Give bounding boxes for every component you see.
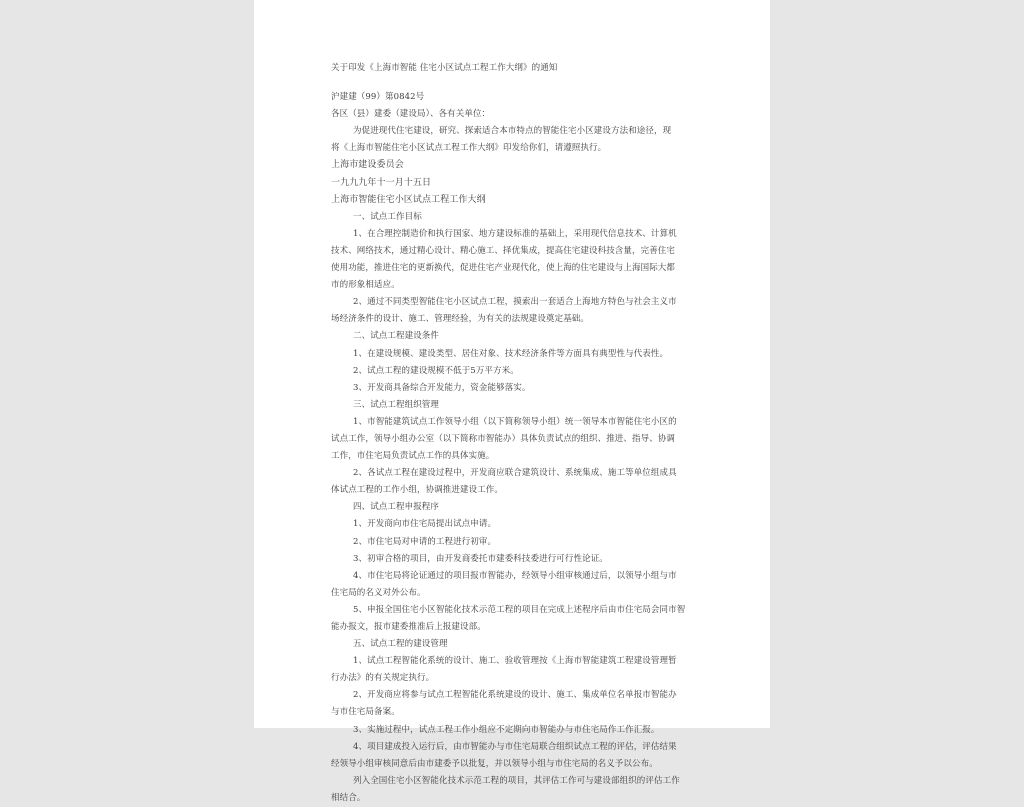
section-heading: 二、试点工程建设条件 — [353, 331, 440, 342]
text-line: 住宅局的名义对外公布。 — [331, 587, 426, 598]
text-line: 1、市智能建筑试点工作领导小组（以下简称领导小组）统一领导本市智能住宅小区的 — [353, 416, 677, 427]
text-line: 经领导小组审核同意后由市建委予以批复，并以领导小组与市住宅局的名义予以公布。 — [331, 758, 658, 769]
text-line: 工作，市住宅局负责试点工作的具体实施。 — [331, 451, 495, 462]
section-heading: 四、试点工程申报程序 — [353, 502, 440, 513]
text-line: 能办报文，报市建委推准后上报建设部。 — [331, 622, 486, 632]
document-title: 关于印发《上海市智能 住宅小区试点工程工作大纲》的通知 — [331, 63, 558, 73]
text-line: 使用功能，推进住宅的更新换代，促进住宅产业现代化，使上海的住宅建设与上海国际大都 — [331, 263, 676, 274]
text-line: 试点工作，领导小组办公室（以下简称市智能办）具体负责试点的组织、推进、指导、协调 — [331, 433, 676, 444]
text-line: 5、申报全国住宅小区智能化技术示范工程的项目在完成上述程序后由市住宅局会同市智 — [353, 604, 686, 615]
text-line: 2、试点工程的建设规模不低于5万平方米。 — [353, 365, 519, 376]
text-line: 列入全国住宅小区智能化技术示范工程的项目，其评估工作可与建设部组织的评估工作 — [353, 775, 680, 786]
text-line: 3、开发商具备综合开发能力，资金能够落实。 — [353, 382, 531, 393]
intro-line: 为促进现代住宅建设，研究、探索适合本市特点的智能住宅小区建设方法和途径，现 — [353, 126, 672, 137]
intro-line: 将《上海市智能住宅小区试点工程工作大纲》印发给你们，请遵照执行。 — [331, 143, 607, 154]
addressee: 各区（县）建委（建设局）、各有关单位： — [331, 109, 491, 120]
text-line: 1、开发商向市住宅局提出试点申请。 — [353, 519, 497, 530]
document-body — [331, 60, 703, 807]
text-line: 2、通过不同类型智能住宅小区试点工程，摸索出一套适合上海地方特色与社会主义市 — [353, 297, 677, 308]
text-line: 3、初审合格的项目，由开发商委托市建委科技委进行可行性论证。 — [353, 553, 608, 564]
text-line: 场经济条件的设计、施工、管理经验，为有关的法规建设奠定基础。 — [331, 314, 590, 325]
text-line: 行办法》的有关规定执行。 — [331, 673, 435, 684]
text-line: 1、在合理控制造价和执行国家、地方建设标准的基础上，采用现代信息技术、计算机 — [353, 228, 677, 239]
text-line: 2、开发商应将参与试点工程智能化系统建设的设计、施工、集成单位名单报市智能办 — [353, 690, 677, 701]
text-line: 技术、网络技术，通过精心设计、精心施工、择优集成，提高住宅建设科技含量，完善住宅 — [331, 245, 676, 256]
issue-date: 一九九九年十一月十五日 — [331, 177, 432, 188]
document-number: 沪建建（99）第0842号 — [331, 92, 425, 103]
text-line: 4、市住宅局将论证通过的项目报市智能办，经领导小组审核通过后，以领导小组与市 — [353, 570, 677, 581]
outline-title: 上海市智能住宅小区试点工程工作大纲 — [331, 194, 486, 205]
section-heading: 一、试点工作目标 — [353, 211, 422, 222]
text-line: 2、市住宅局对申请的工程进行初审。 — [353, 536, 497, 547]
issuer: 上海市建设委员会 — [331, 160, 404, 171]
text-line: 1、试点工程智能化系统的设计、施工、验收管理按《上海市智能建筑工程建设管理暂 — [353, 656, 677, 667]
text-line: 体试点工程的工作小组，协调推进建设工作。 — [331, 485, 504, 496]
text-line: 与市住宅局备案。 — [331, 707, 400, 718]
text-line: 市的形象相适应。 — [331, 280, 400, 291]
section-heading: 五、试点工程的建设管理 — [353, 639, 448, 650]
text-line: 4、项目建成投入运行后，由市智能办与市住宅局联合组织试点工程的评估，评估结果 — [353, 741, 677, 752]
text-line: 2、各试点工程在建设过程中，开发商应联合建筑设计、系统集成、施工等单位组成具 — [353, 468, 677, 479]
document-page — [254, 0, 770, 803]
text-line: 3、实施过程中，试点工程工作小组应不定期向市智能办与市住宅局作工作汇报。 — [353, 724, 660, 735]
text-line: 相结合。 — [331, 792, 366, 803]
text-line: 1、在建设规模、建设类型、居住对象、技术经济条件等方面具有典型性与代表性。 — [353, 348, 669, 359]
section-heading: 三、试点工程组织管理 — [353, 399, 440, 410]
